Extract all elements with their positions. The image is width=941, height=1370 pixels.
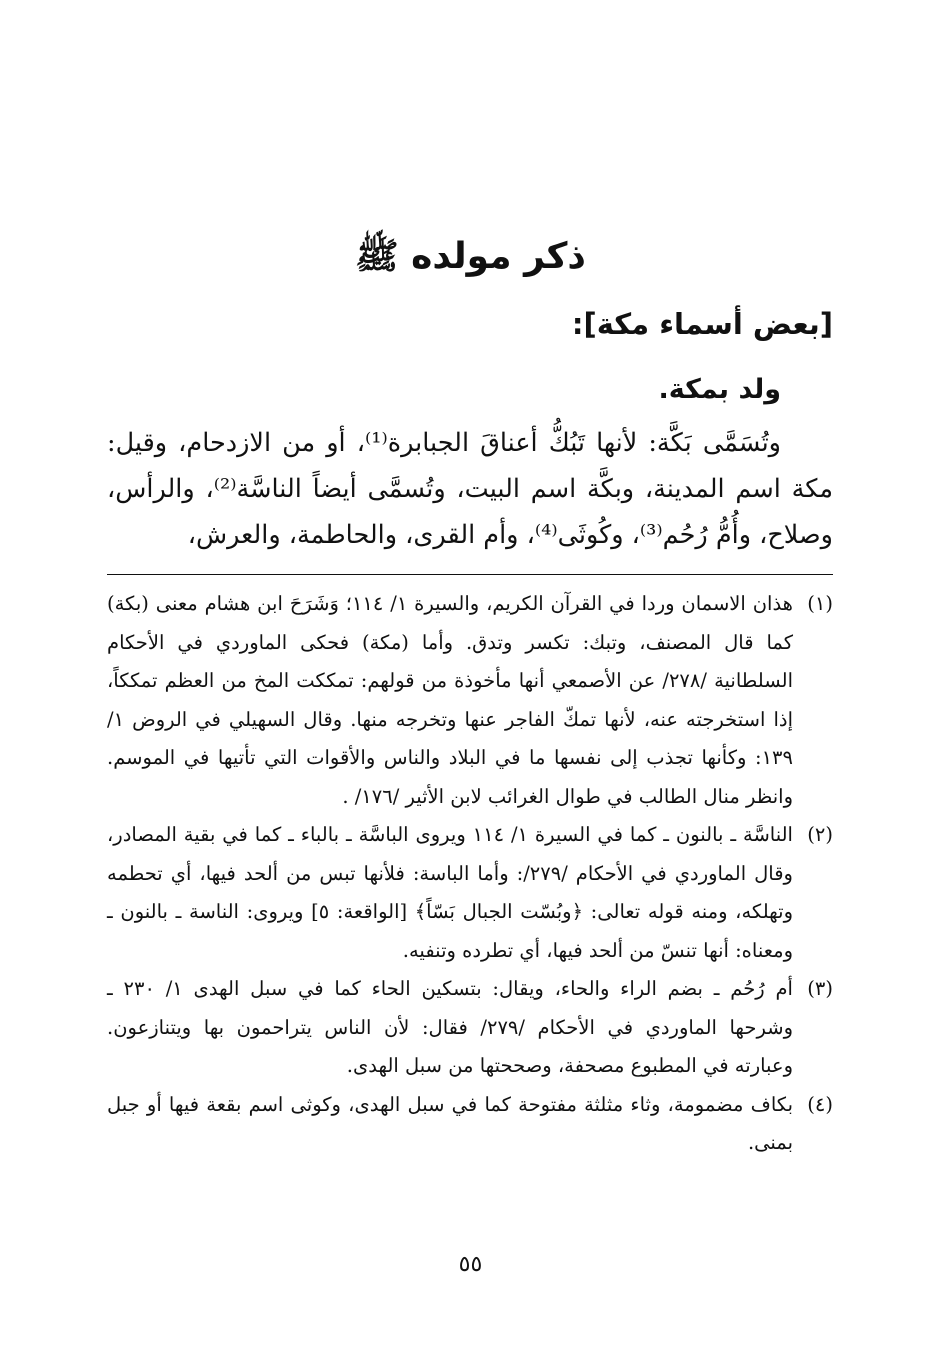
footnote-text: بكاف مضمومة، وثاء مثلثة مفتوحة كما في سبل الهدى، وكوثى اسم بقعة فيها أو جبل بمنى.	[107, 1092, 793, 1154]
footnote-1	[107, 585, 833, 816]
chapter-title: ذكر مولده ﷺ	[355, 236, 586, 277]
footnote-number: (٢)	[807, 823, 833, 846]
section-heading: [بعض أسماء مكة]:	[571, 307, 833, 341]
footnote-text: الناسَّة ـ بالنون ـ كما في السيرة ١/ ١١٤ ويروى الباسَّة ـ بالباء ـ كما في بقية المصادر، وقال الماوردي في الأحكام /٢٧٩/: وأما الباسة: فلأنها تبس من ألحد فيها، أي تحطمه وتهلكه، ومنه قوله تعالى: ﴿وبُسّت الجبال بَسّاً﴾ [الواقعة: ٥] ويروى: الناسة ـ بالنون ـ ومعناه: أنها تنسّ من ألحد فيها، أي تطرده وتنفيه.	[107, 823, 793, 962]
footnote-2	[107, 816, 833, 970]
footnote-number: (٣)	[807, 977, 833, 1000]
main-paragraph: وتُسَمَّى بَكَّة: لأنها تَبُكُّ أعناقَ الجبابرة⁽¹⁾، أو من الازدحام، وقيل: مكة اسم المدينة، وبكَّة اسم البيت، وتُسمَّى أيضاً الناسَّة⁽²⁾، والرأس، وصلاح، وأُمُّ رُحُم⁽³⁾، وكُوثَى⁽⁴⁾، وأم القرى، والحاطمة، والعرش،	[107, 428, 833, 550]
footnote-separator	[107, 574, 833, 575]
lead-sentence: ولد بمكة.	[658, 374, 781, 405]
footnotes	[107, 585, 833, 1163]
footnote-number: (١)	[807, 592, 833, 615]
footnote-number: (٤)	[807, 1092, 833, 1116]
page-number: ٥٥	[458, 1252, 483, 1277]
footnote-4	[107, 1086, 833, 1163]
footnote-3	[107, 970, 833, 1086]
footnote-text: أم رُحُم ـ بضم الراء والحاء، ويقال: بتسكين الحاء كما في سبل الهدى ١/ ٢٣٠ ـ وشرحها الماوردي في الأحكام /٢٧٩/ فقال: لأن الناس يتراحمون بها ويتنازعون. وعبارته في المطبوع مصحفة، وصححتها من سبل الهدى.	[107, 977, 793, 1077]
footnote-text: هذان الاسمان وردا في القرآن الكريم، والسيرة ١/ ١١٤؛ وَشَرَحَ ابن هشام معنى (بكة) كما قال المصنف، وتبك: تكسر وتدق. وأما (مكة) فحكى الماوردي في الأحكام السلطانية /٢٧٨/ عن الأصمعي أنها مأخوذة من قولهم: تمككت المخ من العظم تمككاً، إذا استخرجته عنه، لأنها تمكّ الفاجر عنها وتخرجه منها. وقال السهيلي في الروض ١/ ١٣٩: وكأنها تجذب إلى نفسها ما في البلاد والناس والأقوات التي تأتيها في الموسم. وانظر منال الطالب في طوال الغرائب لابن الأثير /١٧٦/ .	[107, 592, 793, 808]
main-text	[107, 420, 833, 558]
